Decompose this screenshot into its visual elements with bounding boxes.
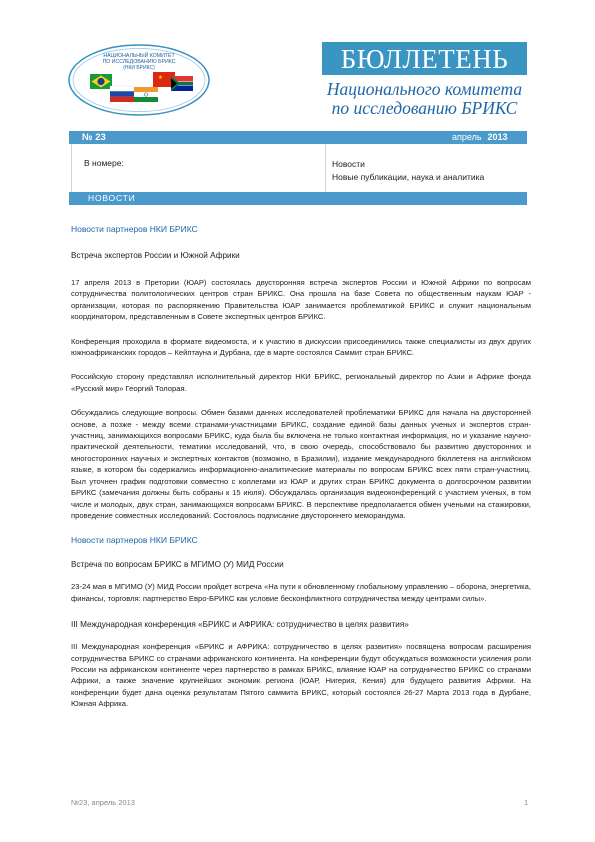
article-paragraph: III Международная конференция «БРИКС и АФРИКА: сотрудничество в целях развития» посвящена вопросам расширения сотрудничества БРИКС со странами африканского континента. На конференции будут обсуждаться возможности усиления роли России на африканском континенте через партнерство в рамках БРИКС, влияние ЮАР на сотрудничество БРИКС со странами Африки, а также значение крупнейших экономик региона (ЮАР, Нигерия, Кения) для будущего развития Африки. На конференции будет дана оценка результатам Пятого саммита БРИКС, который состоялся 26-27 Марта 2013 года в Дурбане, Южная Африка. [71, 642, 531, 709]
article-heading: III Международная конференция «БРИКС и АФРИКА: сотрудничество в целях развития» [71, 620, 409, 630]
issue-year: 2013 [487, 132, 508, 142]
article-heading: Встреча экспертов России и Южной Африки [71, 251, 240, 260]
bulletin-title: БЮЛЛЕТЕНЬ [340, 44, 509, 74]
svg-text:(НКИ БРИКС): (НКИ БРИКС) [123, 65, 155, 71]
subtitle-line-2: по исследованию БРИКС [331, 98, 518, 118]
svg-text:НАЦИОНАЛЬНЫЙ КОМИТЕТ: НАЦИОНАЛЬНЫЙ КОМИТЕТ [103, 53, 175, 59]
russia-flag-icon [110, 86, 134, 102]
article-paragraph: Обсуждались следующие вопросы. Обмен базами данных исследователей проблематики БРИКС для начала на двусторонней основе, а позже - между всеми странами-участницами БРИКС, создание единой базы данных ученых и экспертов стран-участниц, занимающихся вопросами БРИКС, куда была бы включена не только контактная информация, но и указание научно-практической деятельности, тематики исследований, что, в свою очередь, способствовало бы развитию двусторонних и многосторонних научных и экспертных контактов (возможно, в Бразилии), издание международного бюллетеня на английском языке, в котором бы содержались информационно-аналитические материалы по вопросам БРИКС всех пяти стран-участниц. Был уточнен график подготовки совместно с коллегами из ЮАР и других стран БРИКС документа о долгосрочном развитии БРИКС (замечания должны быть собраны к 15 июля). Обсуждалась организация видеоконференций с участием ученых, в том числе и молодых, двух стран, занимающихся вопросами БРИКС. В перспективе предполагается обмен учеными на стажировки, проведение совместных исследований. Состоялось подписание двустороннего меморандума. [71, 408, 531, 520]
article-paragraph: Конференция проходила в формате видеомоста, и к участию в дискуссии присоединились также специалисты из двух других южноафриканских городов – Кейптауна и Дурбана, где в марте состоялся Саммит стран БРИКС. [71, 336, 531, 358]
section-bar [69, 192, 527, 205]
svg-text:★: ★ [158, 75, 163, 81]
brics-committee-logo [68, 44, 210, 116]
section-title: НОВОСТИ [88, 193, 136, 203]
article [71, 534, 531, 604]
partner-news-heading: Новости партнеров НКИ БРИКС [71, 535, 198, 546]
page-number: 1 [524, 798, 529, 807]
bulletin-subtitle [322, 80, 527, 118]
footer-issue: №23, апрель 2013 [71, 798, 135, 807]
article [71, 223, 531, 521]
subtitle-line-1: Национального комитета [326, 79, 523, 99]
issue-date [452, 131, 508, 144]
article-paragraph: 23-24 мая в МГИМО (У) МИД России пройдет встреча «На пути к обновленному глобальному управлению – оборона, энергетика, финансы, торговля: партнерство Евро-БРИКС как условие бесконфликтного сотрудничества между центрами силы». [71, 582, 531, 603]
in-issue-list [332, 158, 484, 184]
in-issue-item[interactable]: Новости [332, 159, 365, 169]
divider-mid [325, 144, 326, 192]
divider-left [71, 144, 72, 192]
article [71, 619, 531, 709]
news-content [71, 215, 531, 710]
article-paragraph: 17 апреля 2013 в Претории (ЮАР) состоялась двусторонняя встреча экспертов России и Южной Африки по вопросам сотрудничества политологических центров стран БРИКС. Она прошла на базе Совета по общественным наукам ЮАР - организации, которая по распоряжению Правительства ЮАР занимается проблематикой БРИКС и служит национальным координатором, представленным в Совете экспертных центров БРИКС. [71, 278, 531, 322]
south-africa-flag-icon [171, 76, 193, 91]
in-issue-item[interactable]: Новые публикации, наука и аналитика [332, 172, 485, 182]
article-paragraph: Российскую сторону представлял исполнительный директор НКИ БРИКС, региональный директор по Азии и Африке фонда «Русский мир» Георгий Толорая. [71, 372, 531, 393]
in-issue-label: В номере: [84, 158, 124, 168]
issue-number: № 23 [82, 132, 106, 143]
brazil-flag-icon [90, 74, 112, 89]
partner-news-heading: Новости партнеров НКИ БРИКС [71, 224, 198, 234]
svg-text:ПО ИССЛЕДОВАНИЮ БРИКС: ПО ИССЛЕДОВАНИЮ БРИКС [102, 59, 176, 65]
article-heading: Встреча по вопросам БРИКС в МГИМО (У) МИД России [71, 560, 284, 570]
india-flag-icon [134, 87, 158, 102]
issue-month: апрель [452, 132, 482, 142]
